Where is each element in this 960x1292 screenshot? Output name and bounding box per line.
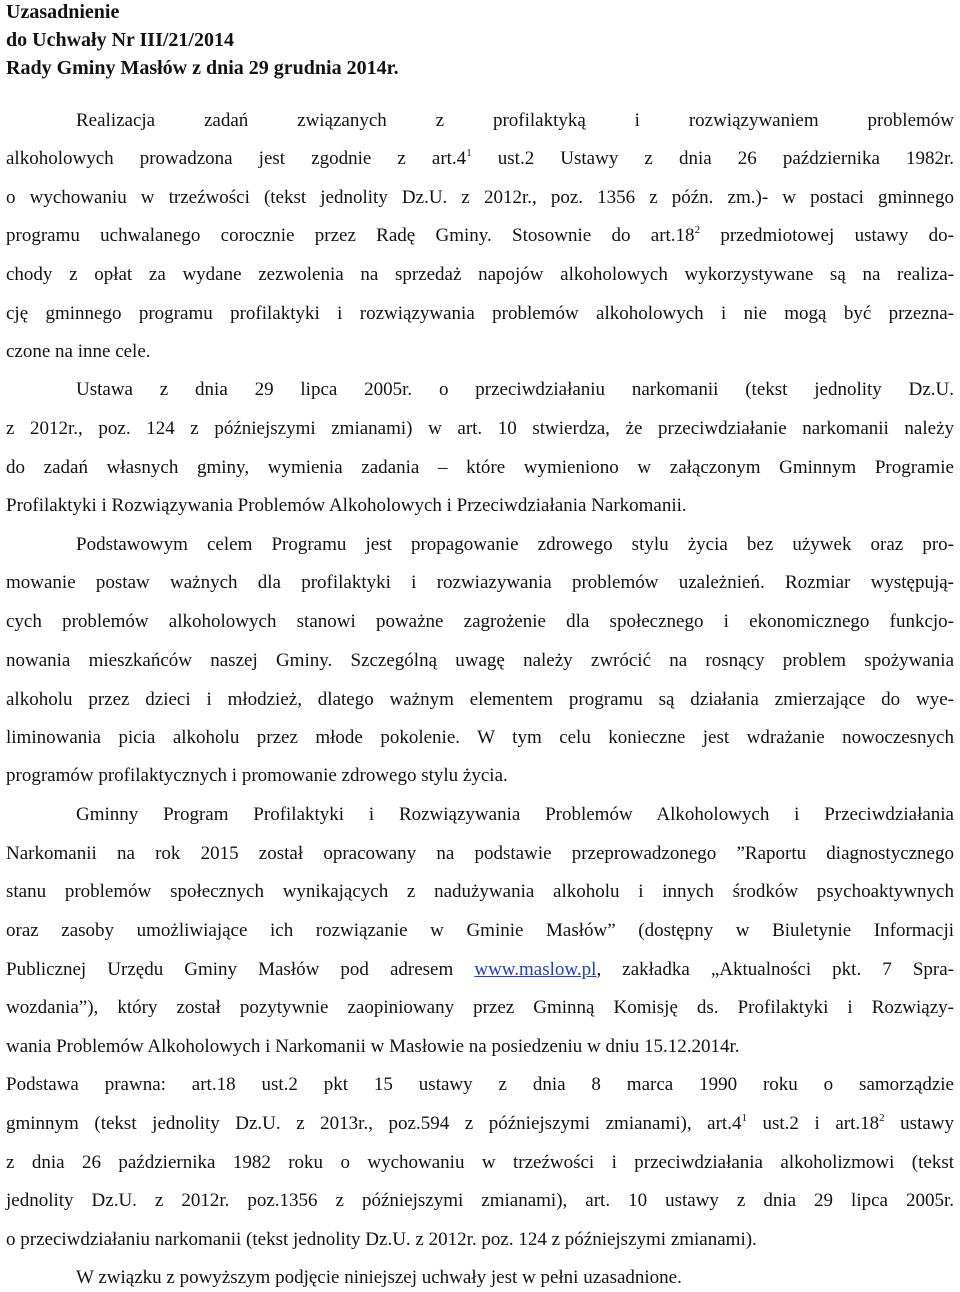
paragraph-3-line-5: alkoholu przez dzieci i młodzież, dlatego ważnym elementem programu są działania zmierzające do wye- xyxy=(6,689,954,710)
paragraph-5-line-2: gminnym (tekst jednolity Dz.U. z 2013r., poz.594 z późniejszymi zmianami), $art.4^1$ ust.2 i $art.18^2$ ustawy xyxy=(6,1111,955,1134)
paragraph-2-line-1: Ustawa z dnia 29 lipca 2005r. o przeciwdziałaniu narkomanii (tekst jednolity Dz.U. xyxy=(76,379,954,400)
paragraph-4-line-2: Narkomanii na rok 2015 został opracowany na podstawie przeprowadzonego ”Raportu diagnostycznego xyxy=(6,843,954,864)
paragraph-5-line-1: Podstawa prawna: art.18 ust.2 pkt 15 ustawy z dnia 8 marca 1990 roku o samorządzie xyxy=(6,1074,954,1095)
paragraph-4-line-6: wozdania”), który został pozytywnie zaopiniowany przez Gminną Komisję ds. Profilaktyki i Rozwiązy- xyxy=(6,997,954,1018)
paragraph-3-line-3: cych problemów alkoholowych stanowi poważne zagrożenie dla społecznego i ekonomicznego funkcjo- xyxy=(6,611,954,632)
paragraph-3-line-1: Podstawowym celem Programu jest propagowanie zdrowego stylu życia bez używek oraz pro- xyxy=(76,534,954,555)
paragraph-3-line-7: programów profilaktycznych i promowanie zdrowego stylu życia. xyxy=(6,765,508,786)
paragraph-1-line-6: cję gminnego programu profilaktyki i rozwiązywania problemów alkoholowych i nie mogą być przezna- xyxy=(6,303,954,324)
paragraph-2-line-3: do zadań własnych gminy, wymienia zadania – które wymieniono w załączonym Gminnym Programie xyxy=(6,457,954,478)
paragraph-4-line-7: wania Problemów Alkoholowych i Narkomanii w Masłowie na posiedzeniu w dniu 15.12.2014r. xyxy=(6,1036,740,1057)
paragraph-1-line-1: Realizacja zadań związanych z profilaktyką i rozwiązywaniem problemów xyxy=(76,110,954,131)
maslow-website-link[interactable]: www.maslow.pl xyxy=(474,959,597,980)
title-line-2: do Uchwały Nr III/21/2014 xyxy=(6,29,234,51)
paragraph-1-line-5: chody z opłat za wydane zezwolenia na sprzedaż napojów alkoholowych wykorzystywane są na realiza- xyxy=(6,264,954,285)
paragraph-1-line-3: o wychowaniu w trzeźwości (tekst jednolity Dz.U. z 2012r., poz. 1356 z późn. zm.)- w postaci gminnego xyxy=(6,187,954,208)
paragraph-3-line-6: liminowania picia alkoholu przez młode pokolenie. W tym celu konieczne jest wdrażanie nowoczesnych xyxy=(6,727,954,748)
paragraph-3-line-4: nowania mieszkańców naszej Gminy. Szczególną uwagę należy zwrócić na rosnący problem spożywania xyxy=(6,650,954,671)
paragraph-1-line-2: alkoholowych prowadzona jest zgodnie z $art.4^1$ ust.2 Ustawy z dnia 26 października 1982r. xyxy=(6,146,954,169)
paragraph-4-line-4: oraz zasoby umożliwiające ich rozwiązanie w Gminie Masłów” (dostępny w Biuletynie Informacji xyxy=(6,920,954,941)
title-line-3: Rady Gminy Masłów z dnia 29 grudnia 2014r. xyxy=(6,57,399,79)
paragraph-4-line-3: stanu problemów społecznych wynikających z nadużywania alkoholu i innych środków psychoaktywnych xyxy=(6,881,954,902)
paragraph-5-line-5: o przeciwdziałaniu narkomanii (tekst jednolity Dz.U. z 2012r. poz. 124 z późniejszymi zmianami). xyxy=(6,1229,757,1250)
paragraph-3-line-2: mowanie postaw ważnych dla profilaktyki i rozwiazywania problemów uzależnień. Rozmiar występują- xyxy=(6,572,954,593)
paragraph-4-line-1: Gminny Program Profilaktyki i Rozwiązywania Problemów Alkoholowych i Przeciwdziałania xyxy=(76,804,954,825)
paragraph-2-line-4: Profilaktyki i Rozwiązywania Problemów Alkoholowych i Przeciwdziałania Narkomanii. xyxy=(6,495,687,516)
paragraph-5-line-3: z dnia 26 października 1982 roku o wychowaniu w trzeźwości i przeciwdziałania alkoholizmowi (tekst xyxy=(6,1152,954,1173)
paragraph-6-line-1: W związku z powyższym podjęcie niniejszej uchwały jest w pełni uzasadnione. xyxy=(76,1267,682,1288)
paragraph-1-line-7: czone na inne cele. xyxy=(6,341,151,362)
paragraph-2-line-2: z 2012r., poz. 124 z późniejszymi zmianami) w art. 10 stwierdza, że przeciwdziałanie narkomanii należy xyxy=(6,418,954,439)
paragraph-4-line-5: Publicznej Urzędu Gminy Masłów pod adresem www.maslow.pl, zakładka „Aktualności pkt. 7 Spra- xyxy=(6,959,954,980)
title-line-1: Uzasadnienie xyxy=(6,1,120,23)
paragraph-1-line-4: programu uchwalanego corocznie przez Radę Gminy. Stosownie do $art.18^2$ przedmiotowej ustawy do- xyxy=(6,223,955,246)
paragraph-5-line-4: jednolity Dz.U. z 2012r. poz.1356 z późniejszymi zmianami), art. 10 ustawy z dnia 29 lipca 2005r. xyxy=(6,1190,954,1211)
